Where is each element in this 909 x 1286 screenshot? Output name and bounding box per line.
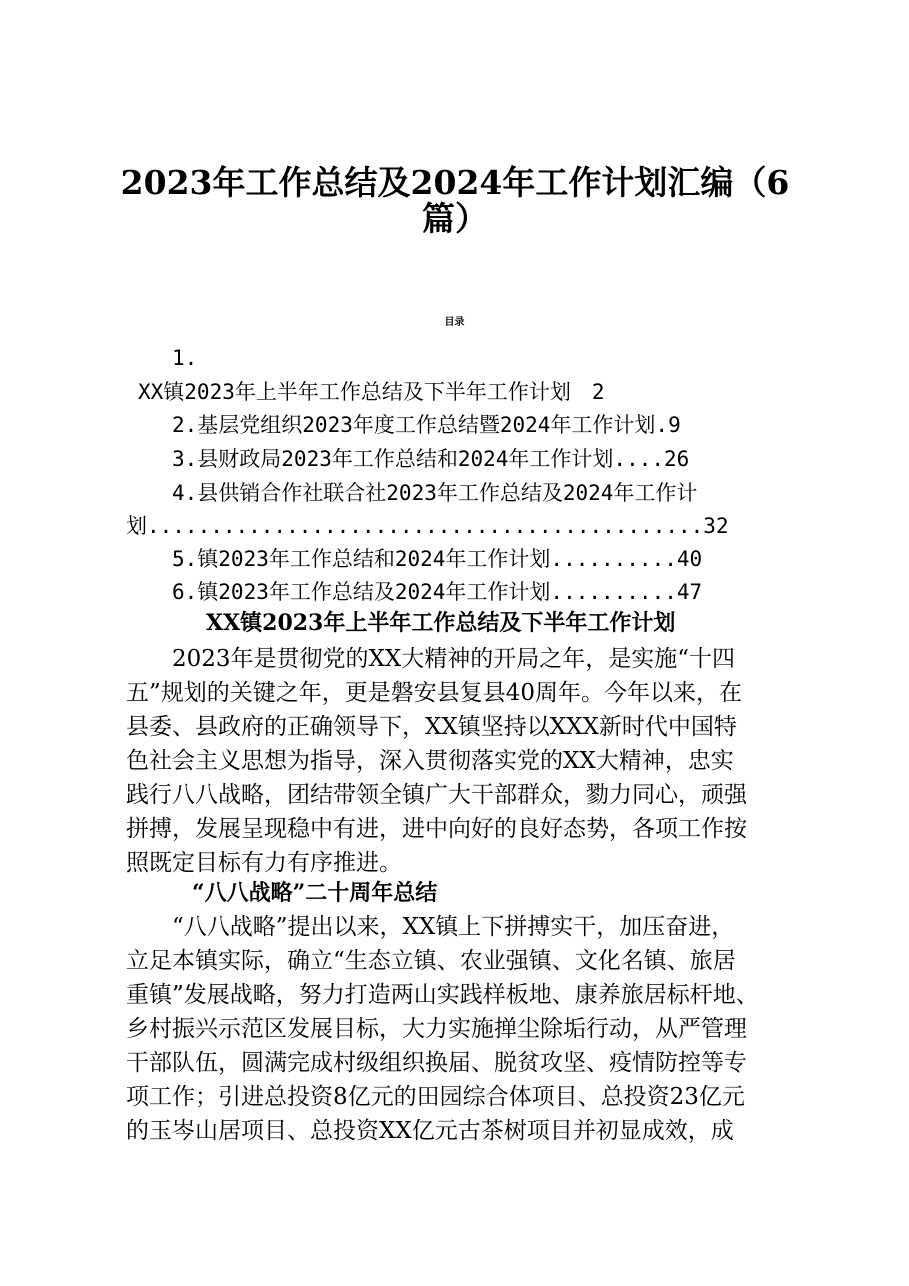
toc-heading: 目录 bbox=[444, 317, 465, 328]
paragraph-2-line: 重镇”发展战略，努力打造两山实践样板地、康养旅居标杆地、 bbox=[126, 982, 759, 1008]
paragraph-2-line: 的玉岑山居项目、总投资XX亿元古茶树项目并初显成效，成 bbox=[126, 1118, 734, 1144]
toc-entry-4: 4.县供销合作社联合社2023年工作总结及2024年工作计 bbox=[172, 481, 698, 505]
document-title-line-2: 篇） bbox=[422, 199, 488, 238]
toc-entry-4-continued: 划............................................32 bbox=[126, 514, 729, 538]
toc-entry-1: XX镇2023年上半年工作总结及下半年工作计划 2 bbox=[138, 380, 605, 404]
subheading: “八八战略”二十周年总结 bbox=[192, 880, 438, 906]
section-title: XX镇2023年上半年工作总结及下半年工作计划 bbox=[206, 610, 676, 636]
paragraph-1-line: 五”规划的关键之年，更是磐安县复县40周年。今年以来，在 bbox=[126, 680, 743, 706]
paragraph-1-line: 县委、县政府的正确领导下，XX镇坚持以XXX新时代中国特 bbox=[126, 714, 737, 740]
toc-entry-2: 2.基层党组织2023年度工作总结暨2024年工作计划.9 bbox=[172, 413, 681, 437]
toc-entry-3: 3.县财政局2023年工作总结和2024年工作计划....26 bbox=[172, 447, 690, 471]
paragraph-1-line: 2023年是贯彻党的XX大精神的开局之年，是实施“十四 bbox=[172, 646, 736, 672]
toc-entry-6: 6.镇2023年工作总结及2024年工作计划..........47 bbox=[172, 580, 703, 604]
paragraph-1-line: 践行八八战略，团结带领全镇广大干部群众，勠力同心，顽强 bbox=[126, 782, 747, 808]
paragraph-2-line: 项工作；引进总投资8亿元的田园综合体项目、总投资23亿元 bbox=[126, 1084, 745, 1110]
paragraph-2-line: 立足本镇实际，确立“生态立镇、农业强镇、文化名镇、旅居 bbox=[126, 948, 736, 974]
toc-entry-1-number: 1. bbox=[172, 346, 198, 370]
paragraph-1-line: 色社会主义思想为指导，深入贯彻落实党的XX大精神，忠实 bbox=[126, 748, 734, 774]
paragraph-2-line: 乡村振兴示范区发展目标，大力实施掸尘除垢行动，从严管理 bbox=[126, 1016, 747, 1042]
document-title-line-1: 2023年工作总结及2024年工作计划汇编（6 bbox=[120, 163, 790, 202]
paragraph-2-line: 干部队伍，圆满完成村级组织换届、脱贫攻坚、疫情防控等专 bbox=[126, 1050, 747, 1076]
paragraph-1-line: 照既定目标有力有序推进。 bbox=[126, 850, 402, 876]
toc-entry-5: 5.镇2023年工作总结和2024年工作计划..........40 bbox=[172, 547, 703, 571]
paragraph-1-line: 拼搏，发展呈现稳中有进，进中向好的良好态势，各项工作按 bbox=[126, 816, 747, 842]
paragraph-2-line: “八八战略”提出以来，XX镇上下拼搏实干，加压奋进， bbox=[172, 914, 735, 940]
